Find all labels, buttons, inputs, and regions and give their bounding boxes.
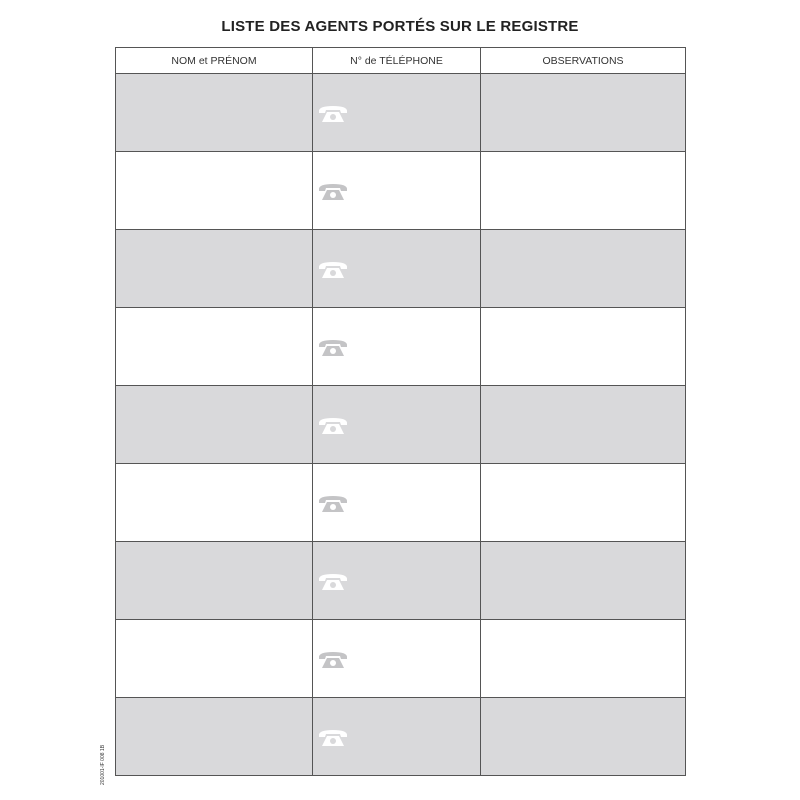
name-cell[interactable] xyxy=(116,386,313,464)
observations-cell[interactable] xyxy=(481,542,686,620)
table-row xyxy=(116,698,686,776)
name-cell[interactable] xyxy=(116,620,313,698)
observations-cell[interactable] xyxy=(481,698,686,776)
observations-cell[interactable] xyxy=(481,152,686,230)
name-cell[interactable] xyxy=(116,542,313,620)
header-observations: OBSERVATIONS xyxy=(481,48,686,74)
table-header xyxy=(116,48,686,74)
table-row xyxy=(116,464,686,542)
table-row xyxy=(116,542,686,620)
telephone-icon xyxy=(318,494,348,514)
reference-code: 201001-IF 008 1B xyxy=(100,744,106,785)
header-phone: N° de TÉLÉPHONE xyxy=(313,48,481,74)
table-row xyxy=(116,620,686,698)
phone-cell[interactable] xyxy=(313,698,481,776)
telephone-icon xyxy=(318,650,348,670)
phone-cell[interactable] xyxy=(313,620,481,698)
phone-cell[interactable] xyxy=(313,464,481,542)
phone-cell[interactable] xyxy=(313,542,481,620)
observations-cell[interactable] xyxy=(481,308,686,386)
telephone-icon xyxy=(318,572,348,592)
header-name: NOM et PRÉNOM xyxy=(116,48,313,74)
observations-cell[interactable] xyxy=(481,74,686,152)
name-cell[interactable] xyxy=(116,74,313,152)
telephone-icon xyxy=(318,728,348,748)
phone-cell[interactable] xyxy=(313,74,481,152)
name-cell[interactable] xyxy=(116,230,313,308)
telephone-icon xyxy=(318,104,348,124)
name-cell[interactable] xyxy=(116,308,313,386)
observations-cell[interactable] xyxy=(481,230,686,308)
phone-cell[interactable] xyxy=(313,230,481,308)
table-row xyxy=(116,386,686,464)
phone-cell[interactable] xyxy=(313,152,481,230)
telephone-icon xyxy=(318,260,348,280)
table-row xyxy=(116,74,686,152)
phone-cell[interactable] xyxy=(313,308,481,386)
phone-cell[interactable] xyxy=(313,386,481,464)
telephone-icon xyxy=(318,338,348,358)
observations-cell[interactable] xyxy=(481,620,686,698)
telephone-icon xyxy=(318,416,348,436)
table-row xyxy=(116,308,686,386)
telephone-icon xyxy=(318,182,348,202)
page-title: LISTE DES AGENTS PORTÉS SUR LE REGISTRE xyxy=(221,18,579,35)
table-row xyxy=(116,152,686,230)
observations-cell[interactable] xyxy=(481,464,686,542)
name-cell[interactable] xyxy=(116,464,313,542)
name-cell[interactable] xyxy=(116,152,313,230)
table-row xyxy=(116,230,686,308)
agents-table xyxy=(115,47,686,776)
observations-cell[interactable] xyxy=(481,386,686,464)
name-cell[interactable] xyxy=(116,698,313,776)
